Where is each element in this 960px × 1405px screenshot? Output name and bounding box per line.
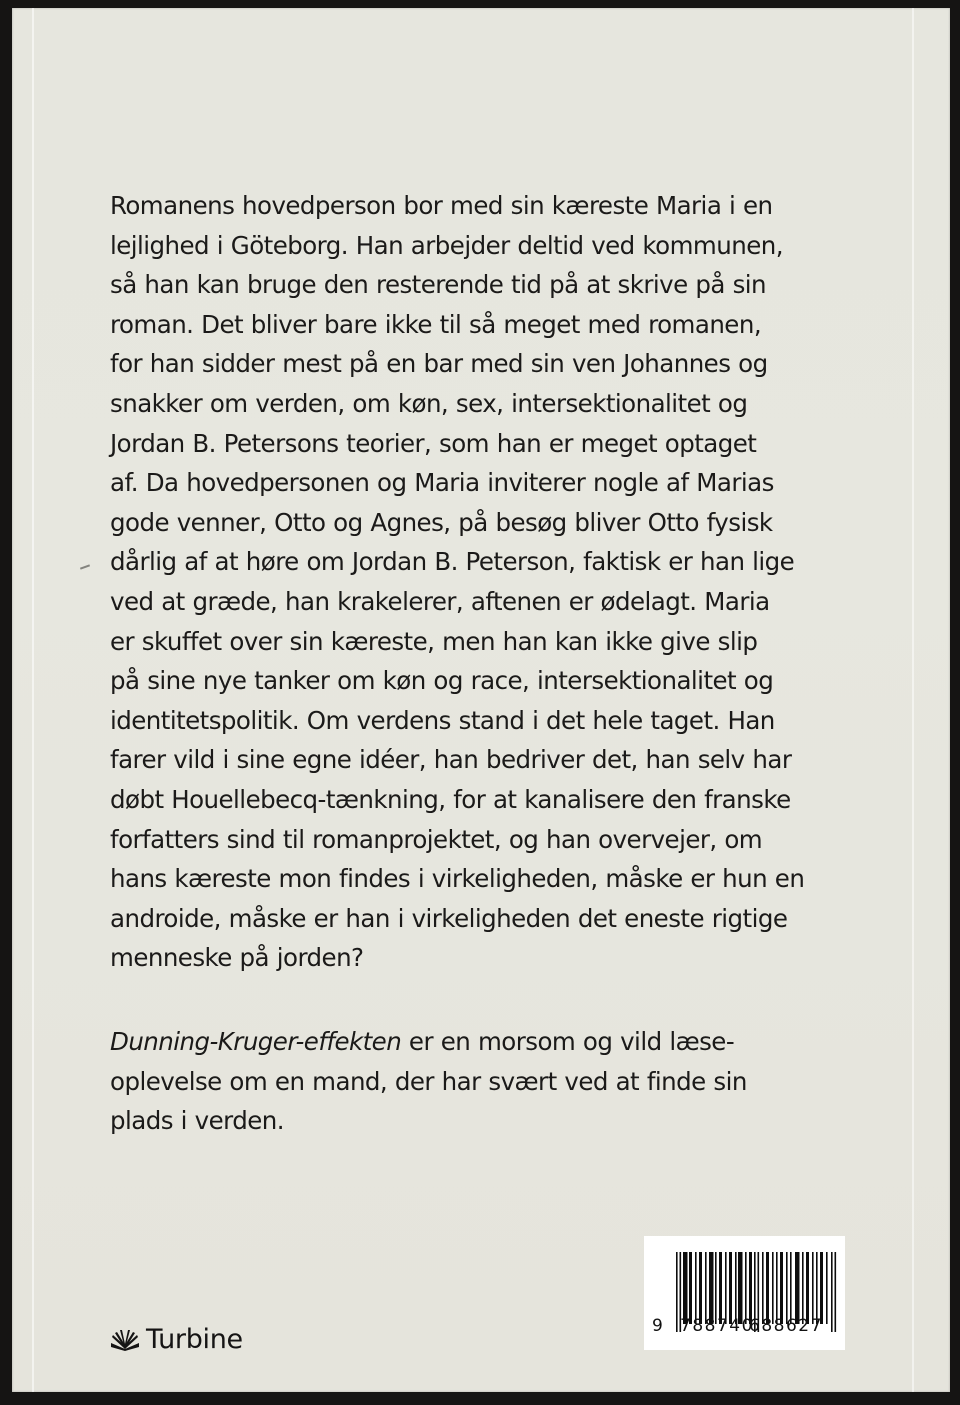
publisher-imprint (110, 1324, 243, 1355)
blurb-line: roman. Det bliver bare ikke til så meget med romanen, (110, 309, 762, 339)
book-title-italic: Dunning-Kruger-effekten (110, 1027, 402, 1056)
tagline-line: plads i verden. (110, 1106, 284, 1136)
blurb-line: identitetspolitik. Om verdens stand i det hele taget. Han (110, 705, 775, 735)
tagline-paragraph (110, 1022, 870, 1141)
blurb-line: androide, måske er han i virkeligheden det eneste rigtige (110, 903, 788, 933)
publisher-name: Turbine (146, 1324, 243, 1355)
blurb-paragraph (110, 186, 870, 978)
blurb-line: Romanens hovedperson bor med sin kæreste Maria i en (110, 191, 773, 220)
blurb-line: er skuffet over sin kæreste, men han kan ikke give slip (110, 626, 758, 656)
paper-speck (80, 564, 90, 569)
isbn-barcode (644, 1236, 845, 1350)
blurb-line: dårlig af at høre om Jordan B. Peterson, faktisk er han lige (110, 547, 795, 577)
tagline-line: oplevelse om en mand, der har svært ved at finde sin (110, 1066, 747, 1096)
blurb-line: for han sidder mest på en bar med sin ven Johannes og (110, 349, 768, 379)
blurb-line: hans kæreste mon findes i virkeligheden, måske er hun en (110, 864, 805, 894)
isbn-lead-digit: 9 (652, 1316, 663, 1336)
blurb-line: lejlighed i Göteborg. Han arbejder deltid ved kommunen, (110, 230, 783, 260)
blurb-line: gode venner, Otto og Agnes, på besøg bliver Otto fysisk (110, 507, 773, 537)
blurb-line: af. Da hovedpersonen og Maria inviterer nogle af Marias (110, 468, 774, 498)
spine-crease (32, 8, 34, 1392)
book-fan-logo-icon (110, 1329, 140, 1351)
edge-crease (912, 8, 914, 1392)
blurb-line: snakker om verden, om køn, sex, intersektionalitet og (110, 388, 748, 418)
isbn-right-digits: 688627 (749, 1316, 823, 1336)
blurb-line: på sine nye tanker om køn og race, intersektionalitet og (110, 666, 774, 696)
blurb-line: ved at græde, han krakelerer, aftenen er ødelagt. Maria (110, 586, 770, 616)
isbn-left-digits: 788740 (680, 1316, 754, 1336)
tagline-text: er en morsom og vild læse- (401, 1027, 735, 1056)
blurb-line: så han kan bruge den resterende tid på at skrive på sin (110, 270, 767, 300)
blurb-line: menneske på jorden? (110, 943, 364, 973)
blurb-line: døbt Houellebecq-tænkning, for at kanalisere den franske (110, 784, 791, 814)
book-back-cover (12, 8, 950, 1392)
tagline-line (110, 1022, 870, 1062)
blurb-line: forfatters sind til romanprojektet, og han overvejer, om (110, 824, 763, 854)
blurb-line: farer vild i sine egne idéer, han bedriver det, han selv har (110, 745, 792, 775)
blurb-line: Jordan B. Petersons teorier, som han er meget optaget (110, 428, 757, 458)
